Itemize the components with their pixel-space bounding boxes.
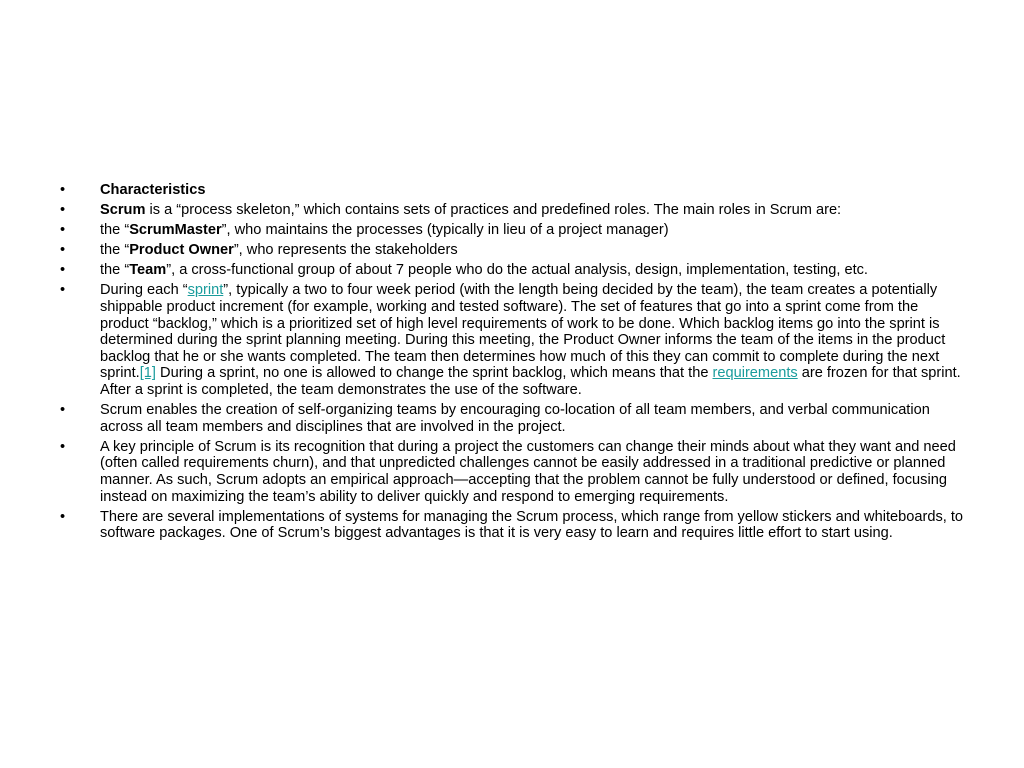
bullet-item-scrum	[60, 202, 965, 219]
sprint-link[interactable]: sprint	[187, 282, 224, 299]
bullet-item-scrummaster	[60, 222, 965, 239]
bullet-item-team	[60, 262, 965, 279]
bullet-item-product-owner	[60, 242, 965, 259]
bullet-text: ”, typically a two to four week period (with the length being decided by the team), the team creates a potentially shippable product increment (for example, working and tested software). The set of features that go into a sprint come from the product “backlog,” which is a prioritized set of high level requirements of work to be done. Which backlog items go into the sprint is determined during the sprint planning meeting. During this meeting, the Product Owner informs the team of the items in the product backlog that he or she wants completed. The team then determines how much of this they can commit to complete during the next sprint.	[100, 282, 946, 382]
bullet-item-implementations	[60, 509, 965, 542]
bullet-text: Scrum enables the creation of self-organizing teams by encouraging co-location of all team members, and verbal communication across all team members and disciplines that are involved in the project.	[100, 402, 930, 435]
bullet-icon: •	[60, 182, 66, 198]
bullet-icon: •	[60, 508, 66, 525]
term-team: Team	[129, 262, 167, 279]
bullet-text: During a sprint, no one is allowed to change the sprint backlog, which means that the	[155, 365, 713, 382]
bullet-text: There are several implementations of systems for managing the Scrum process, which range from yellow stickers and whiteboards, to software packages. One of Scrum’s biggest advantages is that it is very easy to learn and requires little effort to start using.	[100, 508, 964, 542]
bullet-icon: •	[60, 402, 66, 419]
bullet-text: ”, a cross-functional group of about 7 people who do the actual analysis, design, implementation, testing, etc.	[166, 262, 868, 279]
bullet-text: the “	[100, 222, 130, 239]
footnote-1-link[interactable]: [1]	[139, 365, 156, 382]
term-product-owner: Product Owner	[129, 242, 234, 259]
bullet-icon: •	[60, 438, 66, 455]
requirements-link[interactable]: requirements	[712, 365, 798, 382]
bullet-text: ”, who maintains the processes (typically in lieu of a project manager)	[221, 222, 669, 239]
term-scrummaster: ScrumMaster	[129, 222, 222, 239]
bullet-icon: •	[60, 202, 66, 219]
bullet-item-key-principle	[60, 439, 965, 505]
heading-characteristics: Characteristics	[100, 182, 206, 198]
bullet-icon: •	[60, 222, 66, 239]
bullet-icon: •	[60, 262, 66, 279]
bullet-text: the “	[100, 242, 130, 259]
bullet-text: ”, who represents the stakeholders	[233, 242, 458, 259]
bullet-text: the “	[100, 262, 130, 279]
bullet-icon: •	[60, 242, 66, 259]
bullet-text: are frozen for that sprint. After a sprint is completed, the team demonstrates the use of the software.	[100, 365, 961, 399]
bullet-item-sprint	[60, 282, 965, 398]
term-scrum: Scrum	[100, 202, 146, 219]
bullet-icon: •	[60, 282, 66, 299]
bullet-item-characteristics	[60, 182, 965, 199]
bullet-text: is a “process skeleton,” which contains sets of practices and predefined roles. The main roles in Scrum are:	[145, 202, 842, 219]
bullet-item-self-organizing	[60, 402, 965, 435]
bullet-text: During each “	[100, 282, 188, 299]
bullet-list	[60, 182, 965, 545]
bullet-text: A key principle of Scrum is its recognition that during a project the customers can change their minds about what they want and need (often called requirements churn), and that unpredicted challenges cannot be easily addressed in a traditional predictive or planned manner. As such, Scrum adopts an empirical approach—accepting that the problem cannot be fully understood or defined, focusing instead on maximizing the team’s ability to deliver quickly and respond to emerging requirements.	[100, 438, 956, 505]
